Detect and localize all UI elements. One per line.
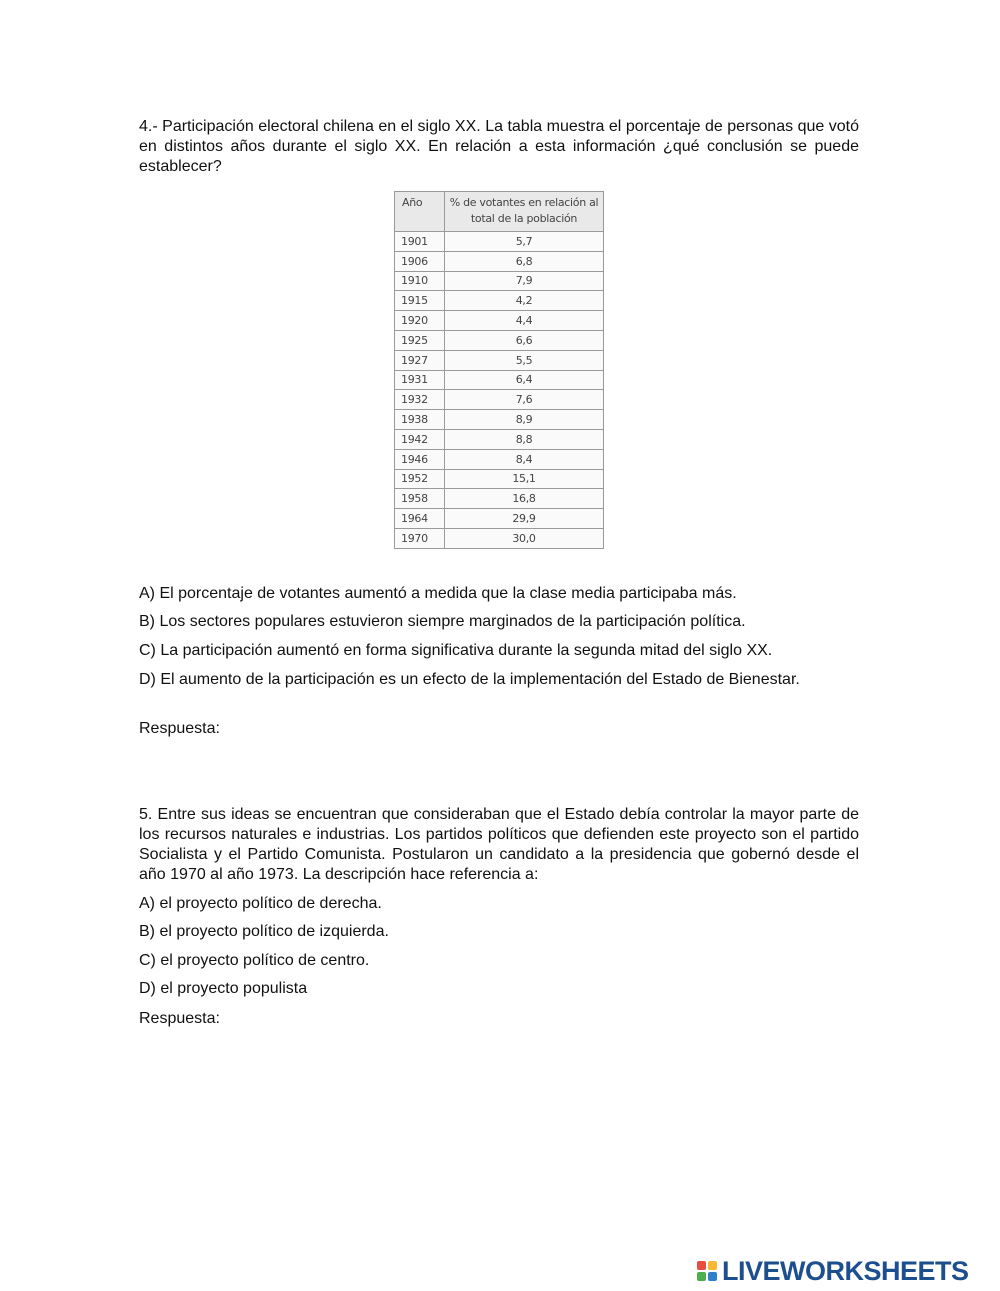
- table-cell-percentage: 6,6: [445, 330, 604, 350]
- question-5-option-b[interactable]: B) el proyecto político de izquierda.: [139, 923, 389, 940]
- table-cell-year: 1952: [395, 469, 445, 489]
- table-cell-year: 1901: [395, 232, 445, 252]
- liveworksheets-logo-icon: [697, 1261, 717, 1281]
- table-cell-year: 1931: [395, 370, 445, 390]
- table-cell-percentage: 29,9: [445, 509, 604, 529]
- logo-text: LIVEWORKSHEETS: [722, 1255, 969, 1286]
- table-row: [395, 390, 604, 410]
- question-5-answer-label: Respuesta:: [139, 1010, 220, 1027]
- table-cell-percentage: 5,5: [445, 350, 604, 370]
- table-row: [395, 370, 604, 390]
- voter-participation-table: [394, 191, 604, 549]
- table-cell-percentage: 15,1: [445, 469, 604, 489]
- table-cell-year: 1964: [395, 509, 445, 529]
- table-cell-percentage: 30,0: [445, 528, 604, 548]
- table-cell-percentage: 4,4: [445, 311, 604, 331]
- table-row: [395, 350, 604, 370]
- table-cell-year: 1946: [395, 449, 445, 469]
- table-cell-percentage: 4,2: [445, 291, 604, 311]
- table-cell-percentage: 7,9: [445, 271, 604, 291]
- question-5-prompt: 5. Entre sus ideas se encuentran que consideraban que el Estado debía controlar la mayor parte de los recursos naturales e industrias. Los partidos políticos que defienden este proyecto son el partido Socialista y el Partido Comunista. Postularon un candidato a la presidencia que gobernó desde el año 1970 al año 1973. La descripción hace referencia a:: [139, 806, 859, 883]
- table-cell-year: 1920: [395, 311, 445, 331]
- table-cell-year: 1932: [395, 390, 445, 410]
- table-row: [395, 251, 604, 271]
- table-row: [395, 449, 604, 469]
- table-cell-year: 1942: [395, 429, 445, 449]
- table-cell-year: 1970: [395, 528, 445, 548]
- logo-square-red: [697, 1261, 706, 1270]
- table-cell-year: 1925: [395, 330, 445, 350]
- table-cell-percentage: 5,7: [445, 232, 604, 252]
- table-header-percentage: % de votantes en relación al total de la población: [445, 192, 604, 232]
- question-4-option-b[interactable]: B) Los sectores populares estuvieron siempre marginados de la participación política.: [139, 613, 746, 630]
- question-4-answer-label: Respuesta:: [139, 720, 220, 737]
- table-cell-year: 1958: [395, 489, 445, 509]
- question-4-option-d[interactable]: D) El aumento de la participación es un efecto de la implementación del Estado de Bienestar.: [139, 671, 800, 688]
- table-row: [395, 469, 604, 489]
- table-row: [395, 291, 604, 311]
- table-cell-year: 1906: [395, 251, 445, 271]
- logo-square-blue: [708, 1272, 717, 1281]
- table-cell-percentage: 8,8: [445, 429, 604, 449]
- table-cell-percentage: 6,4: [445, 370, 604, 390]
- question-4-prompt: 4.- Participación electoral chilena en el siglo XX. La tabla muestra el porcentaje de personas que votó en distintos años durante el siglo XX. En relación a esta información ¿qué conclusión se puede establecer?: [139, 118, 859, 175]
- table-row: [395, 410, 604, 430]
- table-cell-percentage: 8,4: [445, 449, 604, 469]
- table-cell-percentage: 6,8: [445, 251, 604, 271]
- table-cell-year: 1910: [395, 271, 445, 291]
- question-4-option-c[interactable]: C) La participación aumentó en forma significativa durante la segunda mitad del siglo XX.: [139, 642, 773, 659]
- table-cell-percentage: 8,9: [445, 410, 604, 430]
- table-row: [395, 429, 604, 449]
- table-row: [395, 232, 604, 252]
- table-cell-percentage: 16,8: [445, 489, 604, 509]
- table-row: [395, 528, 604, 548]
- table-row: [395, 489, 604, 509]
- table-cell-year: 1915: [395, 291, 445, 311]
- question-5-option-a[interactable]: A) el proyecto político de derecha.: [139, 895, 382, 912]
- table-cell-percentage: 7,6: [445, 390, 604, 410]
- table-header-year: Año: [395, 192, 445, 232]
- table-cell-year: 1927: [395, 350, 445, 370]
- question-4-option-a[interactable]: A) El porcentaje de votantes aumentó a medida que la clase media participaba más.: [139, 585, 737, 602]
- table-row: [395, 509, 604, 529]
- logo-square-yellow: [708, 1261, 717, 1270]
- table-cell-year: 1938: [395, 410, 445, 430]
- table-row: [395, 271, 604, 291]
- logo-square-green: [697, 1272, 706, 1281]
- question-5-option-d[interactable]: D) el proyecto populista: [139, 980, 308, 997]
- table-row: [395, 330, 604, 350]
- liveworksheets-logo: [697, 1256, 969, 1286]
- table-row: [395, 311, 604, 331]
- question-5-option-c[interactable]: C) el proyecto político de centro.: [139, 952, 370, 969]
